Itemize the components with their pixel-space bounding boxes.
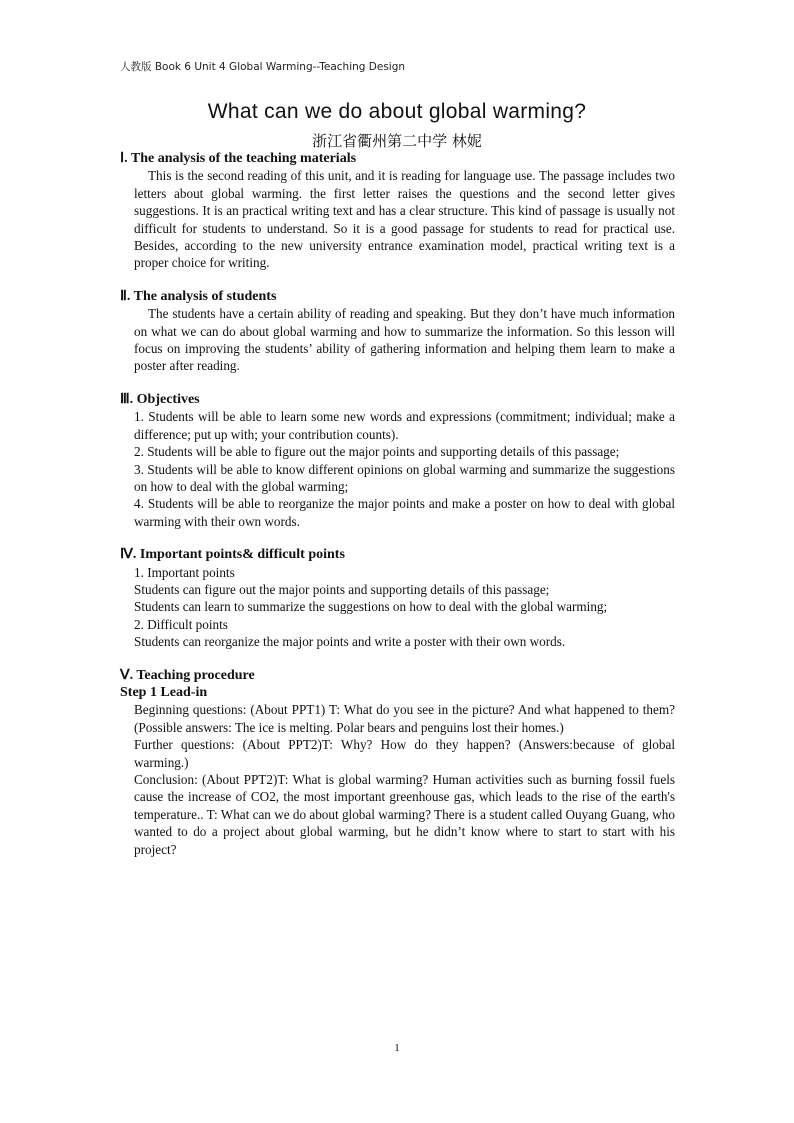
author-line: 浙江省衢州第二中学 林妮 (312, 132, 482, 150)
procedure-item: Conclusion: (About PPT2)T: What is global warming? Human activities such as burning fossil fuels cause the increase of CO2, the most important greenhouse gas, which leads to the rise of the earth's temperature.. T: What can we do about global warming? There is a student called Ouyang Guang, who wanted to do a project about global warming, but he didn’t know where to start to start with his project? (134, 772, 675, 857)
points-item: Students can reorganize the major points and write a poster with their own words. (134, 634, 566, 650)
section-paragraph: This is the second reading of this unit, and it is reading for language use. The passage includes two letters about global warming. the first letter raises the questions and the second letter gives suggestions. It is an practical writing text and has a clear structure. This kind of passage is usually not difficult for students to understand. So it is a good passage for students to read for practical use. Besides, according to the new university entrance examination model, practical writing text is a proper choice for writing. (134, 168, 675, 271)
section-teaching-procedure (120, 667, 675, 858)
points-item: Students can figure out the major points and supporting details of this passage; (134, 581, 550, 597)
section-heading: Ⅳ. Important points& difficult points (120, 547, 345, 563)
objective-item: 1. Students will be able to learn some new words and expressions (commitment; individual; make a difference; put up with; your contribution counts). (134, 409, 675, 442)
section-paragraph: The students have a certain ability of reading and speaking. But they don’t have much information on what we can do about global warming and how to summarize the information. So this lesson will focus on improving the students’ ability of gathering information and helping them learn to make a poster after reading. (134, 306, 675, 374)
procedure-item: Further questions: (About PPT2)T: Why? How do they happen? (Answers:because of global warming.) (134, 737, 675, 770)
section-objectives (120, 391, 675, 530)
document-body (120, 150, 675, 874)
objective-item: 3. Students will be able to know different opinions on global warming and summarize the suggestions on how to deal with the global warming; (134, 461, 675, 494)
points-subheading: 1. Important points (134, 564, 235, 580)
points-item: Students can learn to summarize the suggestions on how to deal with the global warming; (134, 599, 608, 615)
section-heading: Ⅰ. The analysis of the teaching materials (120, 151, 357, 166)
page-number: 1 (394, 1042, 400, 1054)
document-title: What can we do about global warming? (207, 100, 587, 123)
step-heading: Step 1 Lead-in (120, 684, 208, 700)
section-heading: Ⅴ. Teaching procedure (120, 667, 255, 683)
points-subheading: 2. Difficult points (134, 616, 228, 632)
page-header: 人教版 Book 6 Unit 4 Global Warming--Teaching Design (120, 61, 406, 73)
objective-item: 4. Students will be able to reorganize the major points and make a poster on how to deal with global warming with their own words. (134, 496, 675, 529)
procedure-item: Beginning questions: (About PPT1) T: What do you see in the picture? And what happened to them?(Possible answers: The ice is melting. Polar bears and penguins lost their homes.) (134, 702, 675, 735)
section-teaching-materials (120, 150, 675, 272)
section-students (120, 288, 675, 375)
section-heading: Ⅱ. The analysis of students (120, 288, 277, 304)
section-key-points (120, 546, 675, 650)
section-heading: Ⅲ. Objectives (120, 391, 200, 407)
objective-item: 2. Students will be able to figure out the major points and supporting details of this passage; (134, 444, 620, 460)
